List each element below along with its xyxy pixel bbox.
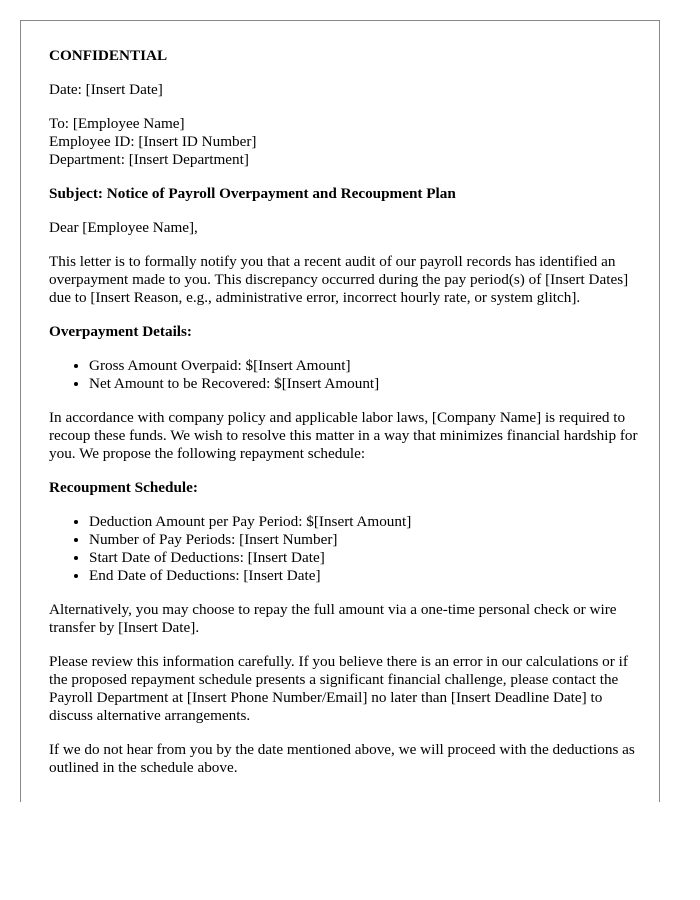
review-paragraph: Please review this information carefully. If you believe there is an error in our calculations or if the proposed repayment schedule presents a significant financial challenge, please contact the Payroll Department at [Insert Phone Number/Email] no later than [Insert Deadline Date] to discuss alternative arrangements.: [49, 653, 628, 724]
schedule-item-end-date: • End Date of Deductions: [Insert Date]: [89, 567, 639, 585]
recipient-block: [49, 115, 639, 169]
schedule-list: [49, 513, 639, 585]
policy-paragraph: In accordance with company policy and applicable labor laws, [Company Name] is required to recoup these funds. We wish to resolve this matter in a way that minimizes financial hardship for you. We propose the following repayment schedule:: [49, 409, 638, 462]
alternative-paragraph: Alternatively, you may choose to repay the full amount via a one-time personal check or wire transfer by [Insert Date].: [49, 601, 617, 636]
confidential-label: CONFIDENTIAL: [49, 47, 168, 64]
recipient-employee-id: Employee ID: [Insert ID Number]: [49, 133, 257, 150]
schedule-item-start-date: • Start Date of Deductions: [Insert Date]: [89, 549, 639, 567]
schedule-heading: Recoupment Schedule:: [49, 479, 198, 496]
salutation: Dear [Employee Name],: [49, 219, 198, 236]
schedule-item-deduction-amount: • Deduction Amount per Pay Period: $[Insert Amount]: [89, 513, 639, 531]
schedule-item-number-of-periods: • Number of Pay Periods: [Insert Number]: [89, 531, 639, 549]
subject-line: Subject: Notice of Payroll Overpayment and Recoupment Plan: [49, 185, 456, 202]
letter-content: [49, 47, 639, 793]
overpayment-item-net: • Net Amount to be Recovered: $[Insert Amount]: [89, 375, 639, 393]
recipient-department: Department: [Insert Department]: [49, 151, 249, 168]
overpayment-item-gross: • Gross Amount Overpaid: $[Insert Amount]: [89, 357, 639, 375]
closing-paragraph: If we do not hear from you by the date mentioned above, we will proceed with the deductions as outlined in the schedule above.: [49, 741, 635, 776]
letter-page: [20, 20, 660, 802]
intro-paragraph: This letter is to formally notify you that a recent audit of our payroll records has identified an overpayment made to you. This discrepancy occurred during the pay period(s) of [Insert Dates] due to [Insert Reason, e.g., administrative error, incorrect hourly rate, or system glitch].: [49, 253, 629, 306]
overpayment-list: [49, 357, 639, 393]
date-line: Date: [Insert Date]: [49, 81, 163, 98]
recipient-to: To: [Employee Name]: [49, 115, 185, 132]
overpayment-heading: Overpayment Details:: [49, 323, 192, 340]
